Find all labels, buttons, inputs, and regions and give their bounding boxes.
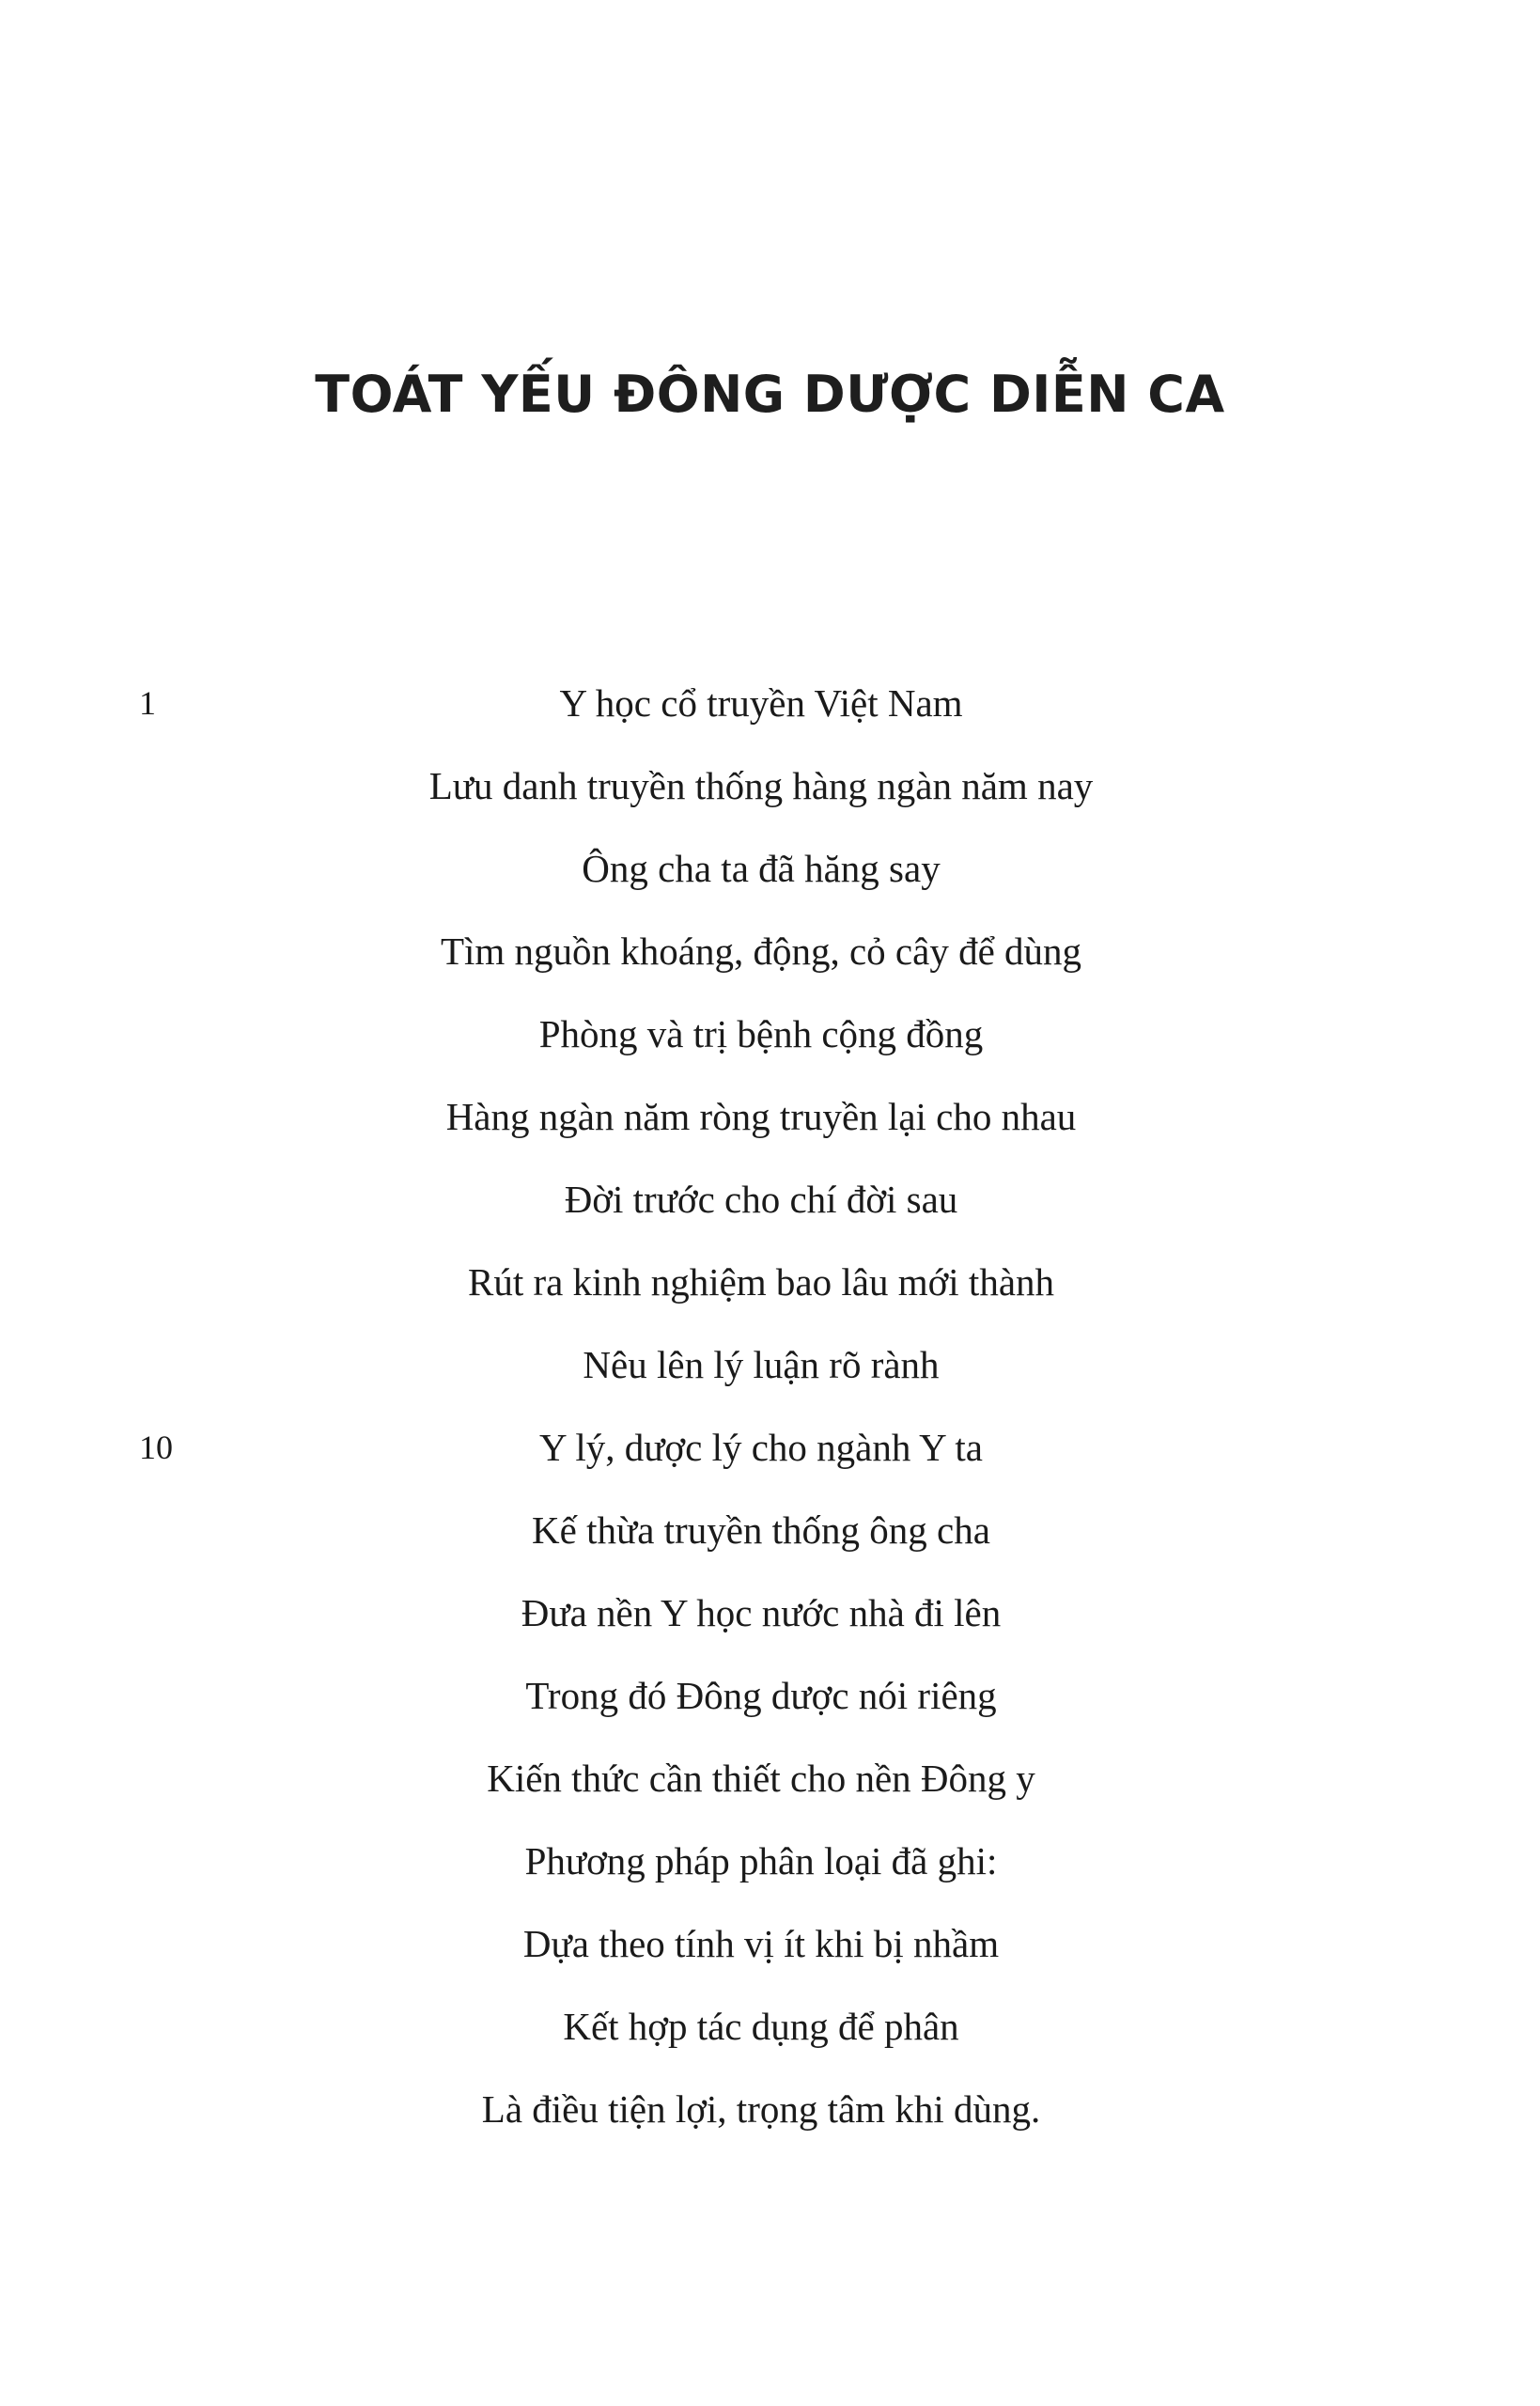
verse-line-text: Tìm nguồn khoáng, động, cỏ cây để dùng [440, 930, 1082, 973]
verse-line-text: Kế thừa truyền thống ông cha [532, 1508, 990, 1552]
verse-line [0, 1667, 1540, 1750]
verse-line-text: Đưa nền Y học nước nhà đi lên [521, 1591, 1002, 1634]
verse-line [0, 1419, 1540, 1502]
verse-line [0, 1833, 1540, 1915]
verse-line [0, 1915, 1540, 1998]
verse-line [0, 675, 1540, 758]
verse-line-text: Nêu lên lý luận rõ rành [583, 1343, 940, 1386]
verse-line [0, 1171, 1540, 1254]
verse-line-text: Lưu danh truyền thống hàng ngàn năm nay [428, 764, 1094, 807]
verse-line-text: Dựa theo tính vị ít khi bị nhầm [522, 1922, 1000, 1965]
verse-line-text: Kiến thức cần thiết cho nền Đông y [487, 1757, 1035, 1800]
verse-line [0, 2081, 1540, 2164]
verse-line-text: Y học cổ truyền Việt Nam [559, 681, 963, 725]
verse-line-text: Hàng ngàn năm ròng truyền lại cho nhau [445, 1095, 1077, 1138]
verse-line-text: Y lý, dược lý cho ngành Y ta [538, 1426, 984, 1469]
verse-line [0, 840, 1540, 923]
verse-line [0, 1254, 1540, 1336]
verse-line [0, 1006, 1540, 1088]
verse-line [0, 1088, 1540, 1171]
verse-line [0, 1585, 1540, 1667]
verse-line-text: Rút ra kinh nghiệm bao lâu mới thành [467, 1260, 1055, 1304]
verse-line-text: Phương pháp phân loại đã ghi: [524, 1839, 998, 1883]
verse-line-text: Là điều tiện lợi, trọng tâm khi dùng. [481, 2087, 1041, 2131]
verse-line-text: Phòng và trị bệnh cộng đồng [538, 1012, 984, 1055]
verse-line-text: Ông cha ta đã hăng say [582, 847, 941, 890]
verse-line [0, 758, 1540, 840]
verse-line [0, 1336, 1540, 1419]
verse-line [0, 1502, 1540, 1585]
verse-line-text: Đời trước cho chí đời sau [564, 1178, 958, 1221]
page-title: TOÁT YẾU ĐÔNG DƯỢC DIỄN CA [315, 365, 1225, 424]
verse-line [0, 1998, 1540, 2081]
verse-line-text: Trong đó Đông dược nói riêng [525, 1674, 997, 1717]
verse-line [0, 923, 1540, 1006]
verse-line-text: Kết hợp tác dụng để phân [563, 2005, 959, 2048]
line-number: 1 [139, 684, 156, 722]
verse-line [0, 1750, 1540, 1833]
line-number: 10 [139, 1429, 173, 1466]
poem-verse [0, 675, 1540, 2164]
